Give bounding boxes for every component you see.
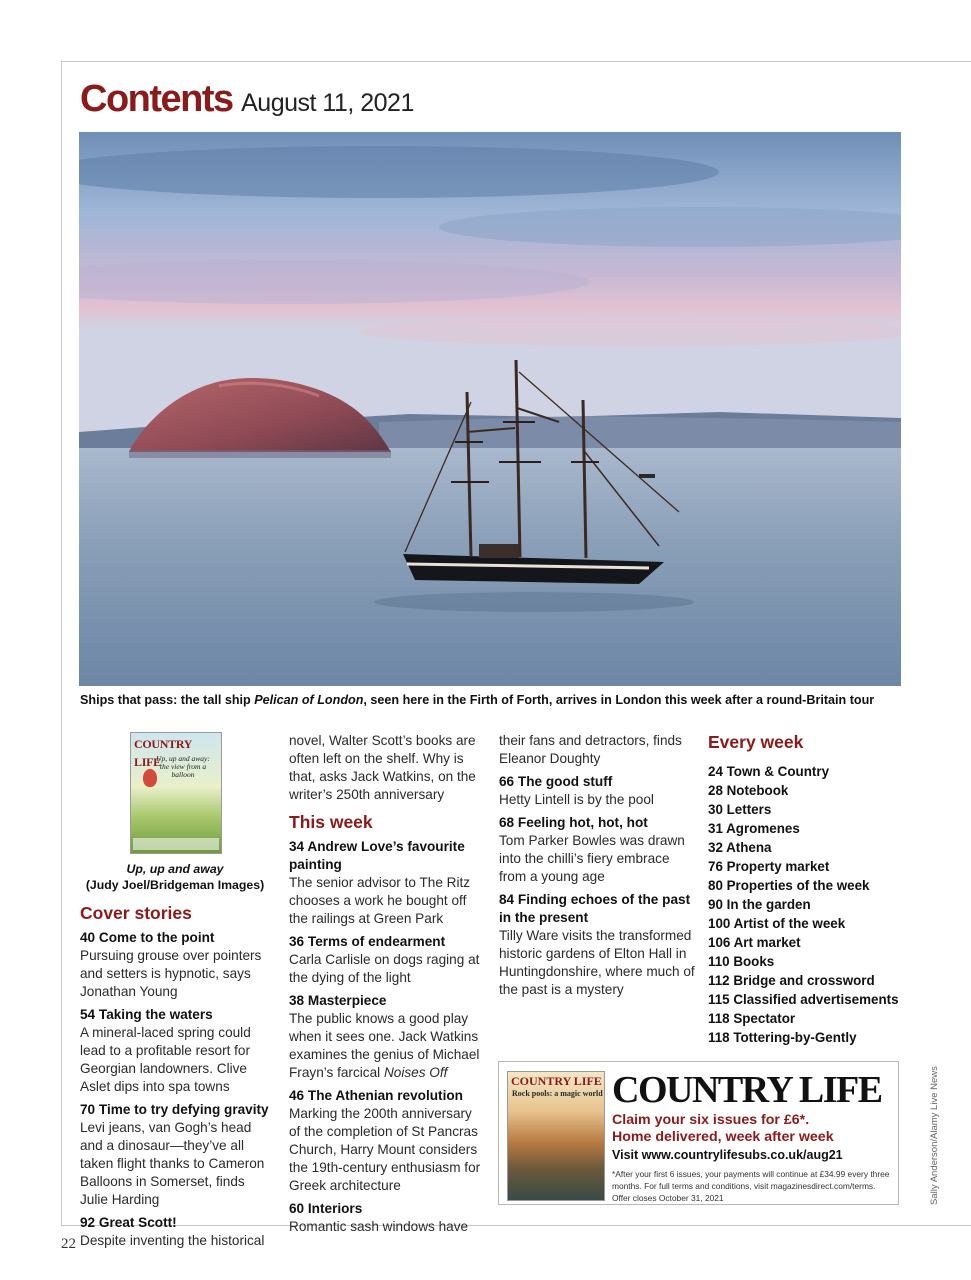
item-title: 66 The good stuff (499, 774, 613, 789)
contents-item[interactable] (80, 929, 270, 1001)
every-week-item[interactable]: 30 Letters (708, 802, 772, 817)
every-week-item[interactable]: 76 Property market (708, 859, 830, 874)
contents-item[interactable] (289, 1200, 485, 1236)
cover-thumbnail[interactable] (130, 732, 222, 854)
ad-offer-line2: Home delivered, week after week (612, 1129, 834, 1145)
photo-caption (80, 693, 910, 707)
page-number: 22 (61, 1236, 76, 1252)
every-week-item[interactable]: 112 Bridge and crossword (708, 973, 875, 988)
item-desc: Tilly Ware visits the transformed historic gardens of Elton Hall in Huntingdonshire, where much of the past is a mystery (499, 928, 695, 997)
country-life-logo: COUNTRY LIFE (612, 1069, 882, 1111)
every-week-item[interactable]: 31 Agromenes (708, 821, 800, 836)
cover-stories-heading: Cover stories (80, 903, 192, 923)
thumb-cover-line: Up, up and away: the view from a balloon (156, 754, 210, 779)
contents-item[interactable] (499, 814, 695, 886)
every-week-item[interactable]: 90 In the garden (708, 897, 811, 912)
column-cover-stories (80, 732, 270, 1255)
item-desc: Carla Carlisle on dogs raging at the dying of the light (289, 952, 480, 985)
continued-text: their fans and detractors, finds Eleanor Doughty (499, 733, 682, 766)
item-title: 60 Interiors (289, 1201, 363, 1216)
every-week-item[interactable]: 118 Spectator (708, 1011, 796, 1026)
item-title: 92 Great Scott! (80, 1215, 177, 1230)
item-desc: Romantic sash windows have (289, 1219, 469, 1234)
every-week-item[interactable]: 32 Athena (708, 840, 772, 855)
hero-photo (79, 132, 901, 686)
item-title: 70 Time to try defying gravity (80, 1102, 269, 1117)
ad-offer (612, 1112, 834, 1146)
item-desc: Despite inventing the historical (80, 1233, 265, 1248)
balloon-icon (143, 769, 157, 787)
cover-caption-title: Up, up and away (126, 862, 224, 876)
every-week-item[interactable]: 28 Notebook (708, 783, 789, 798)
item-title: 40 Come to the point (80, 930, 215, 945)
issue-date: August 11, 2021 (241, 89, 414, 117)
column-this-week (289, 732, 485, 1241)
every-week-item[interactable]: 106 Art market (708, 935, 801, 950)
contents-item[interactable] (289, 933, 485, 987)
subscription-ad[interactable] (498, 1061, 899, 1205)
item-title: 34 Andrew Love’s favourite painting (289, 839, 465, 872)
cover-caption (80, 861, 270, 893)
item-desc-wrap (289, 1010, 485, 1082)
ad-terms: *After your first 6 issues, your payments will continue at £34.99 every three months. For full terms and conditions, visit magazinesdirect.com/terms. Offer closes October 31, 2021 (612, 1169, 890, 1203)
ad-thumb-cover-line: Rock pools: a magic world (512, 1089, 603, 1098)
item-desc-italic: Noises Off (383, 1065, 448, 1080)
caption-prefix: Ships that pass: the tall ship (80, 693, 255, 707)
item-title: 84 Finding echoes of the past in the present (499, 892, 691, 925)
contents-item[interactable] (289, 838, 485, 928)
every-week-item[interactable]: 100 Artist of the week (708, 916, 846, 931)
item-desc: Pursuing grouse over pointers and setters is hypnotic, says Jonathan Young (80, 948, 262, 999)
caption-suffix: , seen here in the Firth of Forth, arrives in London this week after a round-Britain tour (363, 693, 875, 707)
photo-credit: Sally Anderson/Alamy Live News (929, 1066, 940, 1205)
item-desc: Hetty Lintell is by the pool (499, 792, 654, 807)
item-desc: The public knows a good play when it sees one. Jack Watkins examines the genius of Michael Frayn’s farcical (289, 1011, 480, 1080)
every-week-list (708, 762, 908, 1047)
caption-ship-name: Pelican of London (254, 693, 364, 707)
contents-header (80, 78, 414, 121)
item-desc: Tom Parker Bowles was drawn into the chilli’s fiery embrace from a young age (499, 833, 685, 884)
tall-ship-illustration (79, 132, 901, 686)
contents-item[interactable] (289, 992, 485, 1082)
contents-item[interactable] (499, 773, 695, 809)
contents-item[interactable] (80, 1214, 270, 1250)
thumb-masthead: COUNTRY LIFE (134, 737, 192, 769)
item-desc: A mineral-laced spring could lead to a profitable resort for Georgian landowners. Clive Aslet dips into spa towns (80, 1025, 251, 1094)
ad-url-link[interactable]: Visit www.countrylifesubs.co.uk/aug21 (612, 1148, 843, 1162)
item-title: 36 Terms of endearment (289, 934, 446, 949)
contents-item[interactable] (80, 1101, 270, 1209)
contents-item[interactable] (289, 1087, 485, 1195)
every-week-item[interactable]: 118 Tottering-by-Gently (708, 1030, 857, 1045)
contents-item[interactable] (499, 891, 695, 999)
item-title: 54 Taking the waters (80, 1007, 213, 1022)
column-three (499, 732, 695, 1004)
ad-offer-line1: Claim your six issues for £6*. (612, 1112, 810, 1128)
every-week-item[interactable]: 80 Properties of the week (708, 878, 870, 893)
contents-item[interactable] (80, 1006, 270, 1096)
cover-caption-credit: (Judy Joel/Bridgeman Images) (85, 878, 265, 892)
ad-thumb-masthead: COUNTRY LIFE (511, 1074, 602, 1088)
thumb-footer-strip (133, 838, 219, 850)
item-desc: Levi jeans, van Gogh’s head and a dinosaur—they’ve all taken flight thanks to Cameron Balloons in Somerset, finds Julie Harding (80, 1120, 265, 1207)
contents-title: Contents (80, 78, 233, 120)
every-week-item[interactable]: 110 Books (708, 954, 775, 969)
continued-text: novel, Walter Scott’s books are often left on the shelf. Why is that, asks Jack Watkins, on the writer’s 250th anniversary (289, 733, 476, 802)
every-week-item[interactable]: 115 Classified advertisements (708, 992, 899, 1007)
column-every-week (708, 732, 908, 1047)
item-desc: The senior advisor to The Ritz chooses a work he bought off the railings at Green Park (289, 875, 471, 926)
every-week-heading: Every week (708, 732, 804, 752)
every-week-item[interactable]: 24 Town & Country (708, 764, 830, 779)
ad-cover-thumbnail (507, 1071, 605, 1201)
item-desc: Marking the 200th anniversary of the completion of St Pancras Church, Harry Mount considers the 19th-century enthusiasm for Greek architecture (289, 1106, 481, 1193)
this-week-heading: This week (289, 812, 373, 832)
item-title: 38 Masterpiece (289, 993, 387, 1008)
item-title: 46 The Athenian revolution (289, 1088, 463, 1103)
item-title: 68 Feeling hot, hot, hot (499, 815, 648, 830)
